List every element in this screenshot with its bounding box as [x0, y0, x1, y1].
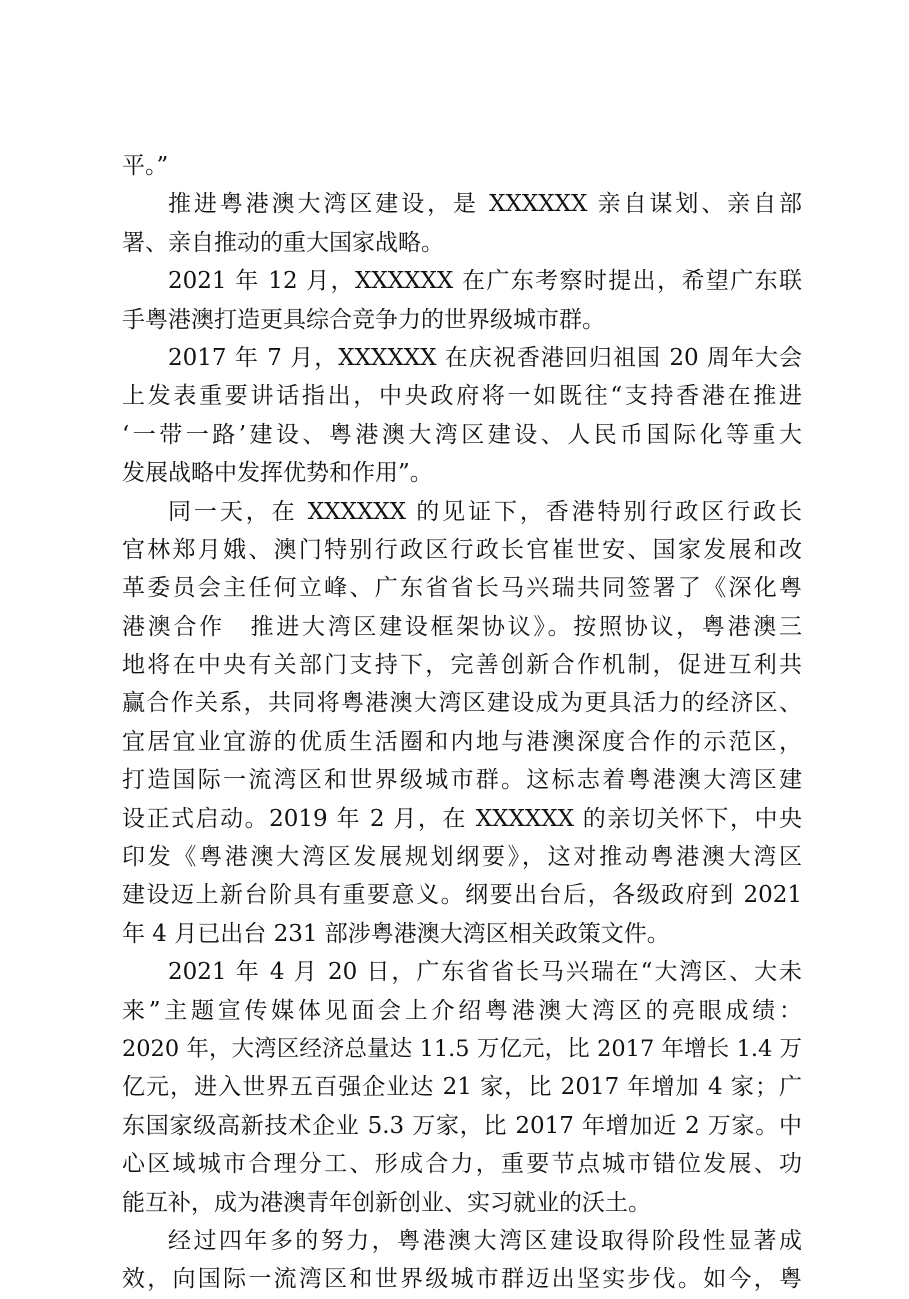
text-line: 亿元，进入世界五百强企业达 21 家，比 2017 年增加 4 家；广: [122, 1074, 802, 1101]
text-line: 来”主题宣传媒体见面会上介绍粤港澳大湾区的亮眼成绩：: [122, 997, 802, 1024]
text-line: 革委员会主任何立峰、广东省省长马兴瑞共同签署了《深化粤: [122, 575, 802, 602]
text-line: 官林郑月娥、澳门特别行政区行政长官崔世安、国家发展和改: [122, 536, 802, 563]
text-line: 上发表重要讲话指出，中央政府将一如既往“支持香港在推进: [122, 383, 802, 410]
text-line: 年 4 月已出台 231 部涉粤港澳大湾区相关政策文件。: [122, 920, 670, 947]
text-line: ‘一带一路’建设、粤港澳大湾区建设、人民币国际化等重大: [122, 421, 802, 448]
text-line: 印发《粤港澳大湾区发展规划纲要》，这对推动粤港澳大湾区: [122, 844, 802, 871]
text-line: 宜居宜业宜游的优质生活圈和内地与港澳深度合作的示范区，: [122, 728, 802, 755]
text-line: 推进粤港澳大湾区建设，是 XXXXXX 亲自谋划、亲自部: [168, 191, 802, 218]
text-line: 平。”: [122, 153, 169, 179]
text-line: 同一天，在 XXXXXX 的见证下，香港特别行政区行政长: [168, 498, 802, 525]
text-line: 2021 年 12 月，XXXXXX 在广东考察时提出，希望广东联: [168, 268, 802, 295]
text-line: 2017 年 7 月，XXXXXX 在庆祝香港回归祖国 20 周年大会: [168, 344, 802, 371]
text-line: 东国家级高新技术企业 5.3 万家，比 2017 年增加近 2 万家。中: [122, 1112, 802, 1139]
text-line: 心区域城市合理分工、形成合力，重要节点城市错位发展、功: [122, 1151, 802, 1178]
text-line: 署、亲自推动的重大国家战略。: [122, 229, 444, 256]
text-line: 地将在中央有关部门支持下，完善创新合作机制，促进互利共: [122, 652, 802, 679]
text-line: 2021 年 4 月 20 日，广东省省长马兴瑞在“大湾区、大未: [168, 959, 802, 986]
text-line: 设正式启动。2019 年 2 月，在 XXXXXX 的亲切关怀下，中央: [122, 805, 802, 832]
text-line: 港澳合作 推进大湾区建设框架协议》。按照协议，粤港澳三: [122, 613, 802, 640]
text-line: 2020 年，大湾区经济总量达 11.5 万亿元，比 2017 年增长 1.4 万: [122, 1035, 802, 1062]
text-line: 赢合作关系，共同将粤港澳大湾区建设成为更具活力的经济区、: [122, 690, 802, 717]
text-line: 发展战略中发挥优势和作用”。: [122, 460, 433, 487]
document-body: [122, 147, 802, 1299]
text-line: 效，向国际一流湾区和世界级城市群迈出坚实步伐。如今，粤: [122, 1266, 802, 1293]
text-line: 能互补，成为港澳青年创新创业、实习就业的沃土。: [122, 1189, 651, 1216]
text-line: 打造国际一流湾区和世界级城市群。这标志着粤港澳大湾区建: [122, 767, 802, 794]
text-line: 手粤港澳打造更具综合竞争力的世界级城市群。: [122, 306, 605, 333]
text-line: 建设迈上新台阶具有重要意义。纲要出台后，各级政府到 2021: [122, 882, 802, 909]
text-line: 经过四年多的努力，粤港澳大湾区建设取得阶段性显著成: [168, 1227, 802, 1254]
